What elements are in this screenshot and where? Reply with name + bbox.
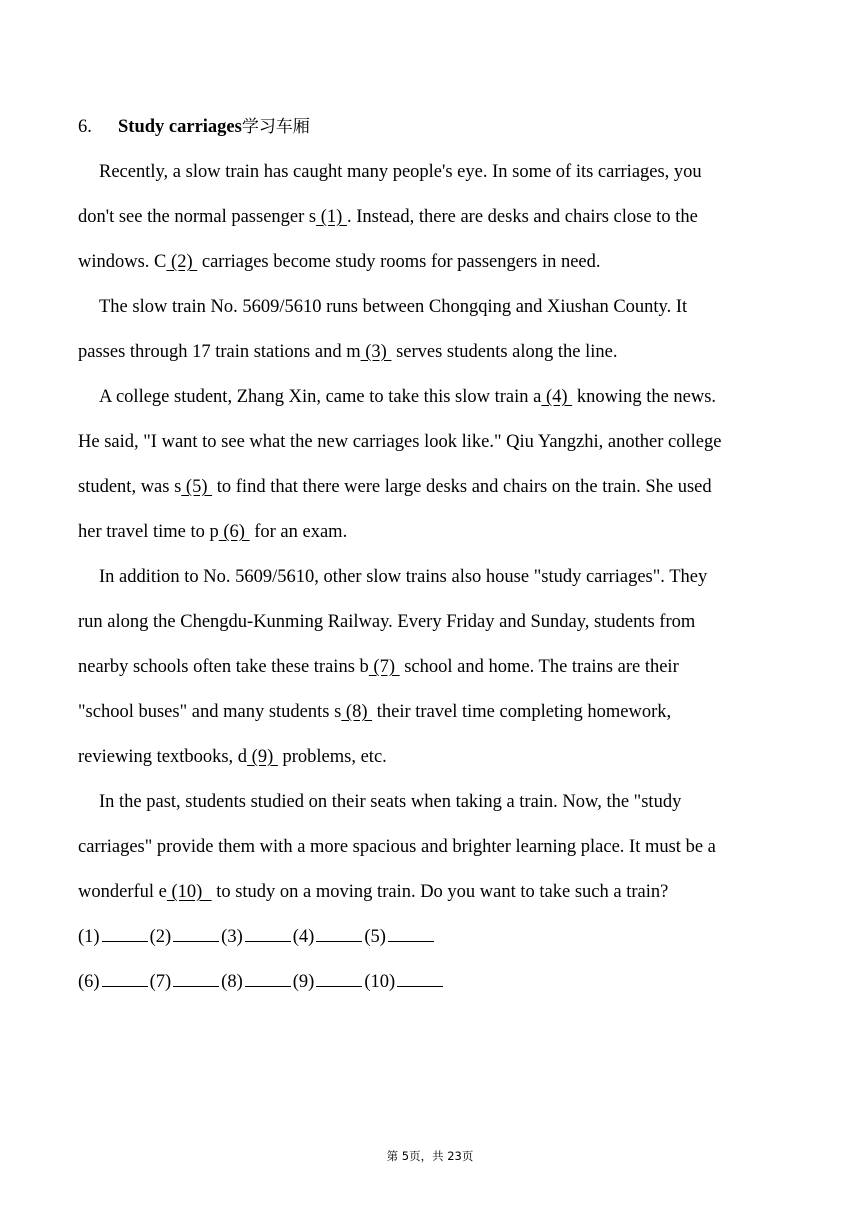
passage-line [78, 784, 790, 829]
passage-text: for an exam. [249, 522, 348, 542]
passage-line [78, 154, 790, 199]
passage-text: "school buses" and many students s [78, 702, 342, 722]
answer-row [78, 919, 790, 964]
question-6 [78, 109, 790, 1009]
passage-text: In the past, students studied on their seats when taking a train. Now, the "study [99, 792, 682, 812]
passage [78, 154, 790, 919]
answer-label: (5) [364, 927, 386, 947]
passage-text: school and home. The trains are their [399, 657, 679, 677]
answer-blank-line[interactable] [245, 927, 291, 942]
answer-blank-line[interactable] [173, 972, 219, 987]
passage-text: carriages" provide them with a more spacious and brighter learning place. It must be a [78, 837, 716, 857]
passage-line [78, 334, 790, 379]
blank-marker: (9) [247, 747, 278, 767]
answer-blank-line[interactable] [397, 972, 443, 987]
question-title [78, 109, 790, 145]
passage-line [78, 559, 790, 604]
answer-label: (3) [221, 927, 243, 947]
passage-text: In addition to No. 5609/5610, other slow trains also house "study carriages". They [99, 567, 708, 587]
passage-line [78, 739, 790, 784]
blank-marker: (8) [341, 702, 373, 722]
passage-text: knowing the news. [572, 387, 717, 407]
blank-marker: (5) [181, 477, 213, 497]
answer-label: (1) [78, 927, 100, 947]
passage-text: carriages become study rooms for passengers in need. [197, 252, 601, 272]
passage-text: her travel time to p [78, 522, 219, 542]
passage-line [78, 379, 790, 424]
passage-text: problems, etc. [277, 747, 387, 767]
passage-text: . Instead, there are desks and chairs close to the [346, 207, 698, 227]
passage-line [78, 874, 790, 919]
page-footer: 第 5页，共 23页 [386, 1149, 474, 1163]
passage-text: to find that there were large desks and chairs on the train. She used [212, 477, 712, 497]
question-title-en: Study carriages [118, 117, 242, 137]
passage-text: wonderful e [78, 882, 167, 902]
answer-label: (6) [78, 972, 100, 992]
passage-text: don't see the normal passenger s [78, 207, 317, 227]
answer-blank-line[interactable] [316, 972, 362, 987]
answer-blanks [78, 919, 790, 1009]
passage-line [78, 694, 790, 739]
answer-label: (2) [149, 927, 172, 947]
passage-text: to study on a moving train. Do you want to take such a train? [211, 882, 669, 902]
passage-text: nearby schools often take these trains b [78, 657, 369, 677]
passage-text: He said, "I want to see what the new carriages look like." Qiu Yangzhi, another college [78, 432, 722, 452]
answer-blank-line[interactable] [102, 972, 148, 987]
passage-text: A college student, Zhang Xin, came to take this slow train a [99, 387, 542, 407]
passage-text: serves students along the line. [391, 342, 618, 362]
question-title-cn: 学习车厢 [241, 117, 310, 137]
answer-blank-line[interactable] [173, 927, 219, 942]
answer-blank-line[interactable] [388, 927, 434, 942]
question-number: 6. [78, 117, 92, 137]
blank-marker: (2) [166, 252, 198, 272]
answer-label: (8) [221, 972, 243, 992]
blank-marker: (4) [541, 387, 573, 407]
passage-line [78, 289, 790, 334]
passage-line [78, 424, 790, 469]
passage-text: run along the Chengdu-Kunming Railway. Every Friday and Sunday, students from [78, 612, 696, 632]
answer-label: (9) [292, 972, 315, 992]
answer-label: (4) [292, 927, 315, 947]
passage-text: student, was s [78, 477, 182, 497]
passage-text: windows. C [78, 252, 167, 272]
passage-text: Recently, a slow train has caught many people's eye. In some of its carriages, you [99, 162, 702, 182]
answer-label: (10) [364, 972, 396, 992]
passage-line [78, 469, 790, 514]
blank-marker: (6) [218, 522, 250, 542]
answer-row [78, 964, 790, 1009]
blank-marker: (3) [360, 342, 392, 362]
passage-line [78, 514, 790, 559]
passage-text: reviewing textbooks, d [78, 747, 248, 767]
passage-line [78, 829, 790, 874]
blank-marker: (10) [166, 882, 212, 902]
passage-text: passes through 17 train stations and m [78, 342, 361, 362]
blank-marker: (1) [316, 207, 347, 227]
answer-blank-line[interactable] [245, 972, 291, 987]
passage-line [78, 604, 790, 649]
passage-text: their travel time completing homework, [372, 702, 672, 722]
passage-line [78, 244, 790, 289]
blank-marker: (7) [368, 657, 400, 677]
answer-label: (7) [149, 972, 172, 992]
passage-line [78, 649, 790, 694]
passage-line [78, 199, 790, 244]
passage-text: The slow train No. 5609/5610 runs between Chongqing and Xiushan County. It [99, 297, 688, 317]
answer-blank-line[interactable] [316, 927, 362, 942]
answer-blank-line[interactable] [102, 927, 148, 942]
